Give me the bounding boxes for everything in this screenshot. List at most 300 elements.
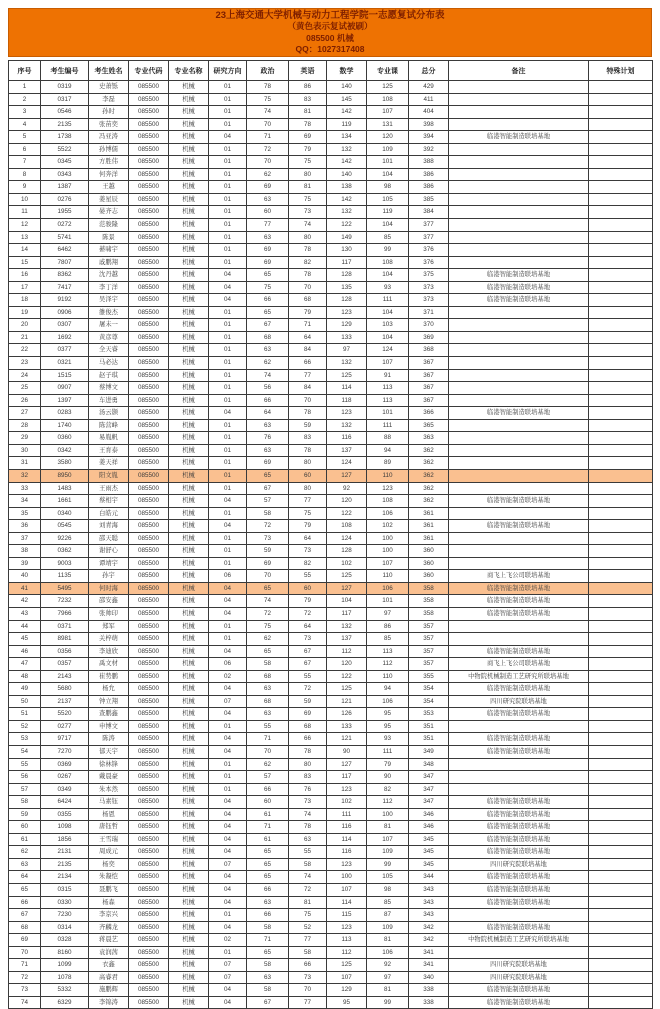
cell-major-course: 107 — [367, 833, 409, 846]
cell-major-course: 81 — [367, 821, 409, 834]
cell-math: 121 — [327, 695, 367, 708]
cell-research-direction: 04 — [209, 745, 247, 758]
cell-remark — [449, 432, 589, 445]
table-row — [9, 607, 653, 620]
cell-candidate-id: 0307 — [41, 319, 89, 332]
cell-research-direction: 01 — [209, 331, 247, 344]
table-row — [9, 219, 653, 232]
cell-special-plan — [589, 858, 653, 871]
cell-candidate-id: 0546 — [41, 106, 89, 119]
cell-major-name: 机械 — [169, 419, 209, 432]
cell-candidate-name: 马必达 — [89, 357, 129, 370]
cell-remark: 临港智能制造联培基地 — [449, 520, 589, 533]
cell-politics: 69 — [247, 181, 289, 194]
cell-research-direction: 01 — [209, 545, 247, 558]
table-row — [9, 419, 653, 432]
cell-politics: 68 — [247, 695, 289, 708]
cell-candidate-id: 0371 — [41, 620, 89, 633]
cell-politics: 66 — [247, 884, 289, 897]
cell-special-plan — [589, 357, 653, 370]
cell-research-direction: 04 — [209, 495, 247, 508]
cell-special-plan — [589, 607, 653, 620]
cell-remark: 临港智能制造联培基地 — [449, 281, 589, 294]
cell-politics: 63 — [247, 683, 289, 696]
cell-math: 100 — [327, 871, 367, 884]
cell-major-code: 085500 — [129, 745, 169, 758]
cell-remark: 临港智能制造联培基地 — [449, 683, 589, 696]
cell-major-code: 085500 — [129, 382, 169, 395]
cell-major-code: 085500 — [129, 921, 169, 934]
cell-candidate-id: 1955 — [41, 206, 89, 219]
cell-no: 12 — [9, 219, 41, 232]
cell-major-code: 085500 — [129, 269, 169, 282]
cell-special-plan — [589, 796, 653, 809]
column-header-research-direction: 研究方向 — [209, 61, 247, 81]
cell-major-course: 106 — [367, 695, 409, 708]
cell-major-course: 124 — [367, 344, 409, 357]
cell-major-name: 机械 — [169, 620, 209, 633]
table-row — [9, 306, 653, 319]
cell-candidate-name: 蔡博文 — [89, 382, 129, 395]
cell-no: 36 — [9, 520, 41, 533]
cell-research-direction: 01 — [209, 620, 247, 633]
cell-major-course: 89 — [367, 457, 409, 470]
cell-major-code: 085500 — [129, 495, 169, 508]
cell-remark — [449, 244, 589, 257]
column-header-remark: 备注 — [449, 61, 589, 81]
cell-math: 117 — [327, 771, 367, 784]
cell-special-plan — [589, 306, 653, 319]
cell-major-code: 085500 — [129, 106, 169, 119]
cell-research-direction: 04 — [209, 269, 247, 282]
page-title: 23上海交通大学机械与动力工程学院一志愿复试分布表 — [215, 9, 445, 21]
cell-english: 64 — [289, 620, 327, 633]
cell-candidate-id: 1515 — [41, 369, 89, 382]
cell-candidate-name: 王育泰 — [89, 444, 129, 457]
cell-remark: 临港智能制造联培基地 — [449, 871, 589, 884]
cell-politics: 69 — [247, 244, 289, 257]
cell-research-direction: 07 — [209, 858, 247, 871]
cell-english: 73 — [289, 796, 327, 809]
cell-major-name: 机械 — [169, 670, 209, 683]
cell-math: 102 — [327, 557, 367, 570]
cell-special-plan — [589, 319, 653, 332]
cell-math: 92 — [327, 482, 367, 495]
cell-special-plan — [589, 971, 653, 984]
cell-major-name: 机械 — [169, 520, 209, 533]
cell-math: 120 — [327, 658, 367, 671]
cell-english: 79 — [289, 520, 327, 533]
cell-politics: 75 — [247, 93, 289, 106]
cell-candidate-name: 王雪瑞 — [89, 833, 129, 846]
cell-english: 77 — [289, 369, 327, 382]
cell-candidate-id: 2131 — [41, 846, 89, 859]
cell-research-direction: 01 — [209, 244, 247, 257]
cell-no: 21 — [9, 331, 41, 344]
cell-candidate-id: 0906 — [41, 306, 89, 319]
cell-major-name: 机械 — [169, 833, 209, 846]
cell-politics: 73 — [247, 532, 289, 545]
cell-special-plan — [589, 156, 653, 169]
cell-politics: 69 — [247, 557, 289, 570]
table-row — [9, 444, 653, 457]
table-row — [9, 683, 653, 696]
cell-politics: 63 — [247, 193, 289, 206]
cell-math: 116 — [327, 821, 367, 834]
table-row — [9, 846, 653, 859]
cell-candidate-id: 0357 — [41, 658, 89, 671]
cell-english: 70 — [289, 984, 327, 997]
cell-research-direction: 01 — [209, 758, 247, 771]
cell-research-direction: 04 — [209, 884, 247, 897]
cell-remark: 临港智能制造联培基地 — [449, 733, 589, 746]
cell-no: 63 — [9, 858, 41, 871]
cell-special-plan — [589, 206, 653, 219]
cell-math: 117 — [327, 607, 367, 620]
cell-major-code: 085500 — [129, 658, 169, 671]
table-row — [9, 319, 653, 332]
cell-candidate-name: 郑军 — [89, 620, 129, 633]
cell-major-name: 机械 — [169, 733, 209, 746]
table-row — [9, 507, 653, 520]
cell-major-name: 机械 — [169, 557, 209, 570]
cell-major-course: 101 — [367, 156, 409, 169]
table-row — [9, 281, 653, 294]
cell-english: 69 — [289, 131, 327, 144]
cell-total: 346 — [409, 808, 449, 821]
cell-remark — [449, 219, 589, 232]
cell-candidate-name: 刘青海 — [89, 520, 129, 533]
cell-candidate-name: 陈景 — [89, 231, 129, 244]
cell-total: 404 — [409, 106, 449, 119]
cell-special-plan — [589, 946, 653, 959]
cell-major-code: 085500 — [129, 633, 169, 646]
cell-candidate-name: 李磊 — [89, 93, 129, 106]
cell-total: 367 — [409, 382, 449, 395]
cell-major-name: 机械 — [169, 432, 209, 445]
cell-candidate-name: 白皓元 — [89, 507, 129, 520]
table-row — [9, 708, 653, 721]
cell-remark: 临港智能制造联培基地 — [449, 131, 589, 144]
table-row — [9, 382, 653, 395]
table-row — [9, 871, 653, 884]
cell-total: 384 — [409, 206, 449, 219]
cell-english: 72 — [289, 884, 327, 897]
cell-politics: 57 — [247, 771, 289, 784]
cell-major-course: 104 — [367, 168, 409, 181]
cell-major-course: 85 — [367, 633, 409, 646]
cell-no: 69 — [9, 934, 41, 947]
cell-politics: 72 — [247, 607, 289, 620]
cell-no: 8 — [9, 168, 41, 181]
cell-english: 60 — [289, 582, 327, 595]
cell-research-direction: 01 — [209, 357, 247, 370]
cell-total: 429 — [409, 81, 449, 94]
cell-major-name: 机械 — [169, 821, 209, 834]
cell-research-direction: 01 — [209, 369, 247, 382]
cell-remark: 临港智能制造联培基地 — [449, 294, 589, 307]
cell-research-direction: 04 — [209, 520, 247, 533]
cell-major-name: 机械 — [169, 331, 209, 344]
cell-remark — [449, 231, 589, 244]
cell-english: 64 — [289, 331, 327, 344]
table-row — [9, 143, 653, 156]
cell-remark — [449, 457, 589, 470]
cell-research-direction: 04 — [209, 871, 247, 884]
cell-candidate-name: 赵子琪 — [89, 369, 129, 382]
cell-math: 95 — [327, 996, 367, 1009]
cell-remark: 临港智能制造联培基地 — [449, 833, 589, 846]
cell-total: 367 — [409, 357, 449, 370]
cell-special-plan — [589, 407, 653, 420]
cell-politics: 62 — [247, 633, 289, 646]
table-row — [9, 344, 653, 357]
cell-major-name: 机械 — [169, 808, 209, 821]
cell-major-code: 085500 — [129, 507, 169, 520]
cell-candidate-id: 0267 — [41, 771, 89, 784]
cell-major-name: 机械 — [169, 720, 209, 733]
cell-major-course: 85 — [367, 231, 409, 244]
cell-major-code: 085500 — [129, 846, 169, 859]
cell-remark: 临港智能制造联培基地 — [449, 269, 589, 282]
cell-politics: 71 — [247, 131, 289, 144]
cell-no: 71 — [9, 959, 41, 972]
cell-politics: 68 — [247, 331, 289, 344]
cell-math: 113 — [327, 934, 367, 947]
cell-research-direction: 01 — [209, 633, 247, 646]
cell-total: 342 — [409, 934, 449, 947]
cell-research-direction: 02 — [209, 670, 247, 683]
cell-major-code: 085500 — [129, 369, 169, 382]
table-row — [9, 495, 653, 508]
cell-candidate-id: 0330 — [41, 896, 89, 909]
cell-research-direction: 01 — [209, 168, 247, 181]
cell-no: 57 — [9, 783, 41, 796]
cell-no: 9 — [9, 181, 41, 194]
cell-research-direction: 01 — [209, 156, 247, 169]
cell-english: 74 — [289, 871, 327, 884]
cell-research-direction: 07 — [209, 695, 247, 708]
table-row — [9, 156, 653, 169]
cell-politics: 65 — [247, 946, 289, 959]
cell-english: 74 — [289, 808, 327, 821]
cell-major-code: 085500 — [129, 909, 169, 922]
cell-remark — [449, 93, 589, 106]
cell-candidate-name: 姜天祥 — [89, 457, 129, 470]
cell-candidate-name: 蒋晨艺 — [89, 934, 129, 947]
cell-research-direction: 01 — [209, 419, 247, 432]
table-row — [9, 369, 653, 382]
cell-remark: 四川研究院联培基地 — [449, 959, 589, 972]
cell-major-name: 机械 — [169, 884, 209, 897]
cell-total: 342 — [409, 921, 449, 934]
cell-no: 46 — [9, 645, 41, 658]
cell-major-course: 111 — [367, 745, 409, 758]
cell-special-plan — [589, 670, 653, 683]
cell-remark: 临港智能制造联培基地 — [449, 821, 589, 834]
cell-major-course: 95 — [367, 708, 409, 721]
cell-major-name: 机械 — [169, 921, 209, 934]
cell-candidate-name: 陈营峰 — [89, 419, 129, 432]
cell-major-course: 79 — [367, 758, 409, 771]
cell-special-plan — [589, 996, 653, 1009]
cell-candidate-id: 1738 — [41, 131, 89, 144]
cell-total: 343 — [409, 896, 449, 909]
cell-major-course: 106 — [367, 507, 409, 520]
cell-major-course: 88 — [367, 432, 409, 445]
cell-no: 72 — [9, 971, 41, 984]
cell-politics: 63 — [247, 344, 289, 357]
cell-research-direction: 04 — [209, 846, 247, 859]
cell-major-code: 085500 — [129, 971, 169, 984]
cell-major-name: 机械 — [169, 846, 209, 859]
cell-candidate-name: 李迪欣 — [89, 645, 129, 658]
cell-candidate-name: 袁润茜 — [89, 946, 129, 959]
cell-major-course: 81 — [367, 984, 409, 997]
cell-remark — [449, 81, 589, 94]
cell-remark — [449, 620, 589, 633]
cell-major-name: 机械 — [169, 244, 209, 257]
cell-total: 361 — [409, 532, 449, 545]
cell-major-name: 机械 — [169, 394, 209, 407]
cell-english: 66 — [289, 357, 327, 370]
cell-english: 72 — [289, 607, 327, 620]
cell-politics: 66 — [247, 783, 289, 796]
cell-major-code: 085500 — [129, 695, 169, 708]
cell-research-direction: 07 — [209, 959, 247, 972]
cell-major-course: 131 — [367, 118, 409, 131]
cell-remark: 四川研究院联培基地 — [449, 971, 589, 984]
cell-major-code: 085500 — [129, 670, 169, 683]
cell-research-direction: 04 — [209, 645, 247, 658]
cell-math: 145 — [327, 93, 367, 106]
cell-remark: 临港智能制造联培基地 — [449, 996, 589, 1009]
cell-no: 61 — [9, 833, 41, 846]
cell-total: 373 — [409, 281, 449, 294]
cell-no: 55 — [9, 758, 41, 771]
cell-research-direction: 01 — [209, 469, 247, 482]
cell-major-name: 机械 — [169, 946, 209, 959]
cell-major-name: 机械 — [169, 93, 209, 106]
cell-major-course: 113 — [367, 382, 409, 395]
cell-politics: 57 — [247, 495, 289, 508]
cell-major-name: 机械 — [169, 959, 209, 972]
cell-math: 112 — [327, 946, 367, 959]
cell-research-direction: 04 — [209, 407, 247, 420]
cell-major-course: 108 — [367, 256, 409, 269]
cell-special-plan — [589, 294, 653, 307]
cell-math: 115 — [327, 909, 367, 922]
cell-candidate-id: 2134 — [41, 871, 89, 884]
cell-total: 340 — [409, 971, 449, 984]
cell-special-plan — [589, 244, 653, 257]
cell-politics: 63 — [247, 444, 289, 457]
cell-english: 67 — [289, 645, 327, 658]
cell-major-code: 085500 — [129, 81, 169, 94]
cell-no: 4 — [9, 118, 41, 131]
cell-research-direction: 04 — [209, 708, 247, 721]
cell-major-name: 机械 — [169, 469, 209, 482]
cell-politics: 60 — [247, 796, 289, 809]
cell-politics: 60 — [247, 206, 289, 219]
cell-total: 375 — [409, 269, 449, 282]
cell-major-code: 085500 — [129, 996, 169, 1009]
cell-total: 362 — [409, 444, 449, 457]
cell-english: 80 — [289, 457, 327, 470]
cell-politics: 66 — [247, 909, 289, 922]
cell-major-course: 112 — [367, 796, 409, 809]
cell-major-code: 085500 — [129, 959, 169, 972]
table-row — [9, 294, 653, 307]
cell-remark — [449, 331, 589, 344]
cell-math: 142 — [327, 193, 367, 206]
cell-english: 80 — [289, 168, 327, 181]
cell-major-course: 104 — [367, 219, 409, 232]
cell-major-course: 94 — [367, 444, 409, 457]
cell-english: 59 — [289, 419, 327, 432]
cell-special-plan — [589, 846, 653, 859]
cell-candidate-name: 孙时 — [89, 106, 129, 119]
cell-research-direction: 01 — [209, 557, 247, 570]
cell-total: 351 — [409, 733, 449, 746]
cell-major-code: 085500 — [129, 219, 169, 232]
cell-major-course: 101 — [367, 595, 409, 608]
cell-politics: 71 — [247, 821, 289, 834]
cell-major-name: 机械 — [169, 695, 209, 708]
cell-no: 48 — [9, 670, 41, 683]
cell-no: 73 — [9, 984, 41, 997]
cell-research-direction: 01 — [209, 106, 247, 119]
cell-major-name: 机械 — [169, 231, 209, 244]
cell-major-code: 085500 — [129, 131, 169, 144]
cell-total: 347 — [409, 771, 449, 784]
cell-politics: 61 — [247, 833, 289, 846]
cell-no: 47 — [9, 658, 41, 671]
cell-major-code: 085500 — [129, 545, 169, 558]
cell-research-direction: 01 — [209, 507, 247, 520]
cell-special-plan — [589, 256, 653, 269]
cell-special-plan — [589, 545, 653, 558]
cell-english: 58 — [289, 858, 327, 871]
cell-politics: 58 — [247, 507, 289, 520]
cell-remark — [449, 771, 589, 784]
cell-major-name: 机械 — [169, 771, 209, 784]
cell-major-code: 085500 — [129, 771, 169, 784]
cell-major-code: 085500 — [129, 256, 169, 269]
cell-math: 107 — [327, 884, 367, 897]
cell-research-direction: 01 — [209, 306, 247, 319]
cell-major-code: 085500 — [129, 645, 169, 658]
cell-candidate-id: 6462 — [41, 244, 89, 257]
cell-math: 90 — [327, 745, 367, 758]
table-row — [9, 532, 653, 545]
cell-remark — [449, 181, 589, 194]
cell-candidate-name: 杨恩 — [89, 808, 129, 821]
cell-total: 368 — [409, 344, 449, 357]
cell-politics: 62 — [247, 758, 289, 771]
cell-major-course: 105 — [367, 871, 409, 884]
cell-research-direction: 01 — [209, 394, 247, 407]
cell-candidate-name: 聂鹏飞 — [89, 884, 129, 897]
cell-major-code: 085500 — [129, 620, 169, 633]
cell-math: 132 — [327, 143, 367, 156]
column-header-candidate-id: 考生编号 — [41, 61, 89, 81]
cell-no: 6 — [9, 143, 41, 156]
table-row — [9, 131, 653, 144]
cell-total: 343 — [409, 909, 449, 922]
cell-no: 62 — [9, 846, 41, 859]
cell-candidate-name: 姜星辰 — [89, 193, 129, 206]
